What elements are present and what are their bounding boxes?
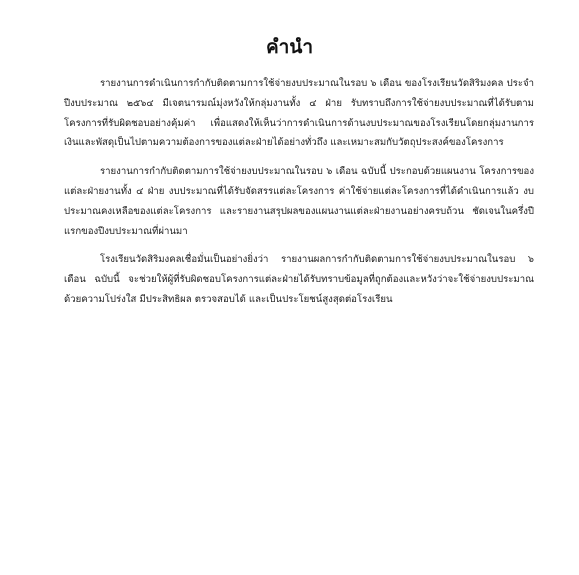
page-title: คำนำ xyxy=(265,36,314,58)
paragraph-purpose: รายงานการดำเนินการกำกับติดตามการใช้จ่ายงบประมาณในรอบ ๖ เดือน ของโรงเรียนวัดสิริมงคล ประจำปีงบประมาณ ๒๕๖๔ มีเจตนารมณ์มุ่งหวังให้กลุ่มงานทั้ง ๔ ฝ่าย รับทราบถึงการใช้จ่ายงบประมาณที่ได้รับตามโครงการที่รับผิดชอบอย่างคุ้มค่า เพื่อแสดงให้เห็นว่าการดำเนินการด้านงบประมาณของโรงเรียนโดยกลุ่มงานการเงินและพัสดุเป็นไปตามความต้องการของแต่ละฝ่ายได้อย่างทั่วถึง และเหมาะสมกับวัตถุประสงค์ของโครงการ xyxy=(64,78,534,149)
paragraph-conclusion: โรงเรียนวัดสิริมงคลเชื่อมั่นเป็นอย่างยิ่งว่า รายงานผลการกำกับติดตามการใช้จ่ายงบประมาณในรอบ ๖ เดือน ฉบับนี้ จะช่วยให้ผู้ที่รับผิดชอบโครงการแต่ละฝ่ายได้รับทราบข้อมูลที่ถูกต้องและหวังว่าจะใช้จ่ายงบประมาณด้วยความโปร่งใส มีประสิทธิผล ตรวจสอบได้ และเป็นประโยชน์สูงสุดต่อโรงเรียน xyxy=(64,254,534,305)
paragraph-contents: รายงานการกำกับติดตามการใช้จ่ายงบประมาณในรอบ ๖ เดือน ฉบับนี้ ประกอบด้วยแผนงาน โครงการของแต่ละฝ่ายงานทั้ง ๔ ฝ่าย งบประมาณที่ได้รับจัดสรรแต่ละโครงการ ค่าใช้จ่ายแต่ละโครงการที่ได้ดำเนินการแล้ว งบประมาณคงเหลือของแต่ละโครงการ และรายงานสรุปผลของแผนงานแต่ละฝ่ายงานอย่างครบถ้วน ชัดเจนในครึ่งปีแรกของปีงบประมาณที่ผ่านมา xyxy=(64,166,534,237)
document-body xyxy=(64,74,534,319)
